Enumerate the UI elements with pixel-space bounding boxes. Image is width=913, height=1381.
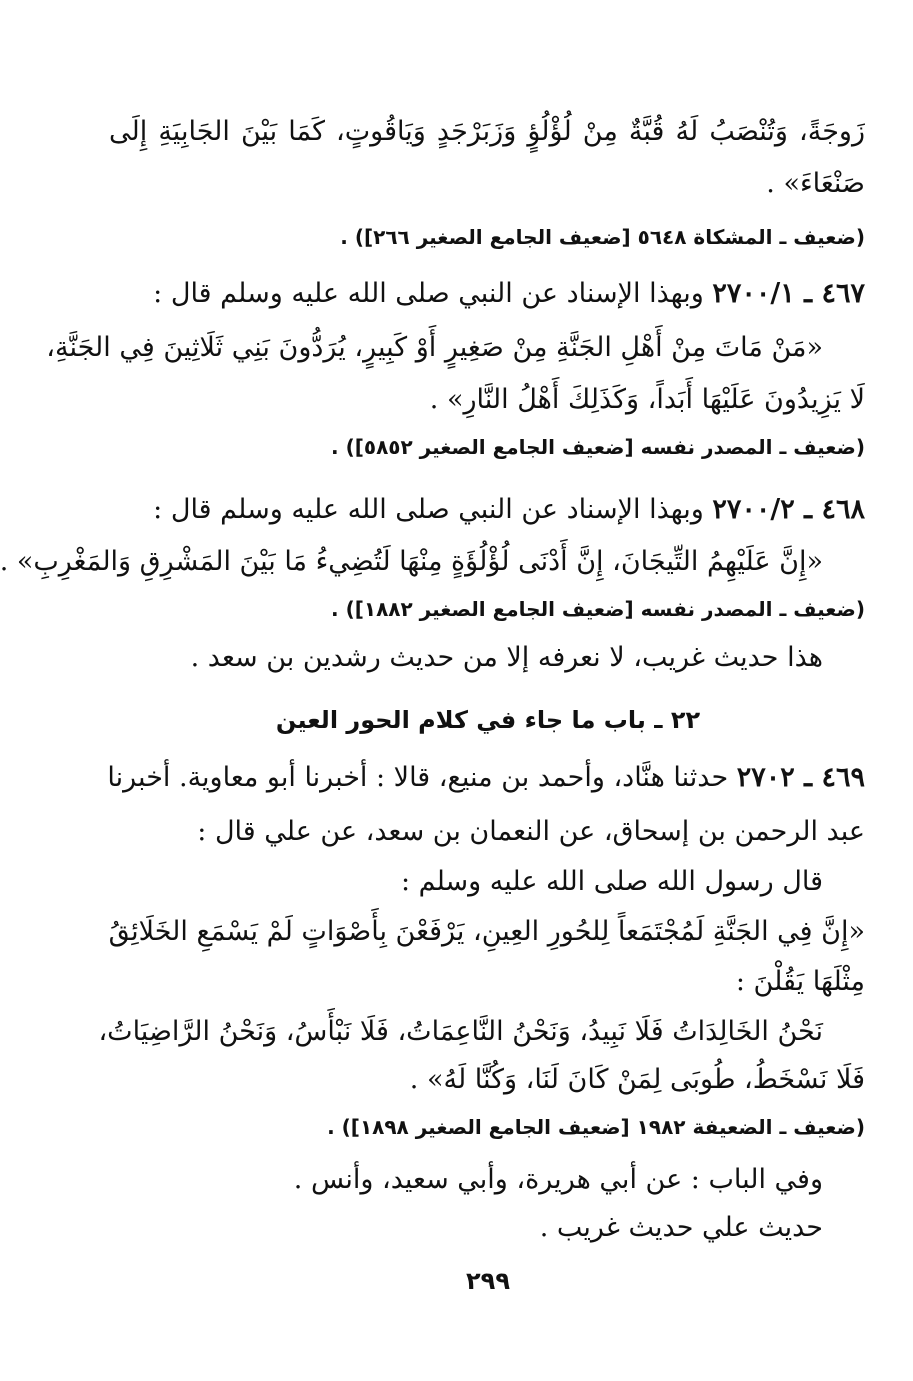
hadith-text: نَحْنُ الخَالِدَاتُ فَلَا نَبِيدُ، وَنَحْنُ النَّاعِمَاتُ، فَلَا نَبْأَسُ، وَنَحْنُ الرَّاضِيَاتُ،: [98, 1016, 823, 1047]
source-citation: (ضعيف ـ المصدر نفسه [ضعيف الجامع الصغير ١٨٨٢]) .: [331, 597, 865, 621]
hadith-text: لَا يَزِيدُونَ عَلَيْهَا أَبَداً، وَكَذَلِكَ أَهْلُ النَّارِ» .: [429, 384, 865, 415]
hadith-intro: وبهذا الإسناد عن النبي صلى الله عليه وسلم قال :: [153, 494, 704, 525]
commentary-text: حديث علي حديث غريب .: [539, 1212, 823, 1243]
source-citation: (ضعيف ـ المشكاة ٥٦٤٨ [ضعيف الجامع الصغير ٢٦٦]) .: [340, 225, 865, 249]
hadith-number: ٤٦٧ ـ ٢٧٠٠/١: [712, 278, 865, 309]
hadith-header: [109, 274, 865, 316]
hadith-intro: وبهذا الإسناد عن النبي صلى الله عليه وسلم قال :: [153, 278, 704, 309]
hadith-number: ٤٦٨ ـ ٢٧٠٠/٢: [712, 494, 865, 525]
hadith-text: فَلَا نَسْخَطُ، طُوبَى لِمَنْ كَانَ لَنَا، وَكُنَّا لَهُ» .: [409, 1064, 865, 1095]
text-line: زَوجَةً، وَتُنْصَبُ لَهُ قُبَّةٌ مِنْ لُؤْلُؤٍ وَزَبَرْجَدٍ وَيَاقُوتٍ، كَمَا بَيْنَ الجَابِيَةِ إِلَى: [109, 116, 865, 147]
hadith-text: «مَنْ مَاتَ مِنْ أَهْلِ الجَنَّةِ مِنْ صَغِيرٍ أَوْ كَبِيرٍ، يُرَدُّونَ بَنِي ثَلَاثِينَ فِي الجَنَّةِ،: [46, 332, 823, 363]
hadith-number: ٤٦٩ ـ ٢٧٠٢: [736, 762, 865, 793]
source-citation: (ضعيف ـ الضعيفة ١٩٨٢ [ضعيف الجامع الصغير ١٨٩٨]) .: [327, 1115, 865, 1139]
hadith-text: «إِنَّ فِي الجَنَّةِ لَمُجْتَمَعاً لِلحُورِ العِينِ، يَرْفَعْنَ بِأَصْوَاتٍ لَمْ يَسْمَعِ الخَلَائِقُ: [108, 916, 865, 947]
isnad-text: عبد الرحمن بن إسحاق، عن النعمان بن سعد، عن علي قال :: [197, 816, 865, 847]
hadith-text: «إِنَّ عَلَيْهِمُ التِّيجَانَ، إِنَّ أَدْنَى لُؤْلُؤَةٍ مِنْهَا لَتُضِيءُ مَا بَيْنَ المَشْرِقِ وَالمَغْرِبِ» .: [0, 546, 823, 577]
hadith-header: [109, 490, 865, 532]
chapter-heading: ٢٢ ـ باب ما جاء في كلام الحور العين: [275, 706, 701, 734]
page-number: ٢٩٩: [466, 1267, 510, 1295]
isnad-text: قال رسول الله صلى الله عليه وسلم :: [400, 866, 823, 897]
source-citation: (ضعيف ـ المصدر نفسه [ضعيف الجامع الصغير ٥٨٥٢]) .: [331, 435, 865, 459]
commentary-text: وفي الباب : عن أبي هريرة، وأبي سعيد، وأنس .: [293, 1164, 823, 1195]
hadith-intro: حدثنا هنَّاد، وأحمد بن منيع، قالا : أخبرنا أبو معاوية. أخبرنا: [107, 762, 729, 793]
hadith-text: مِثْلَهَا يَقُلْنَ :: [735, 966, 865, 997]
commentary-text: هذا حديث غريب، لا نعرفه إلا من حديث رشدين بن سعد .: [190, 642, 823, 673]
text-line: صَنْعَاءَ» .: [766, 168, 865, 199]
hadith-header: [109, 758, 865, 800]
